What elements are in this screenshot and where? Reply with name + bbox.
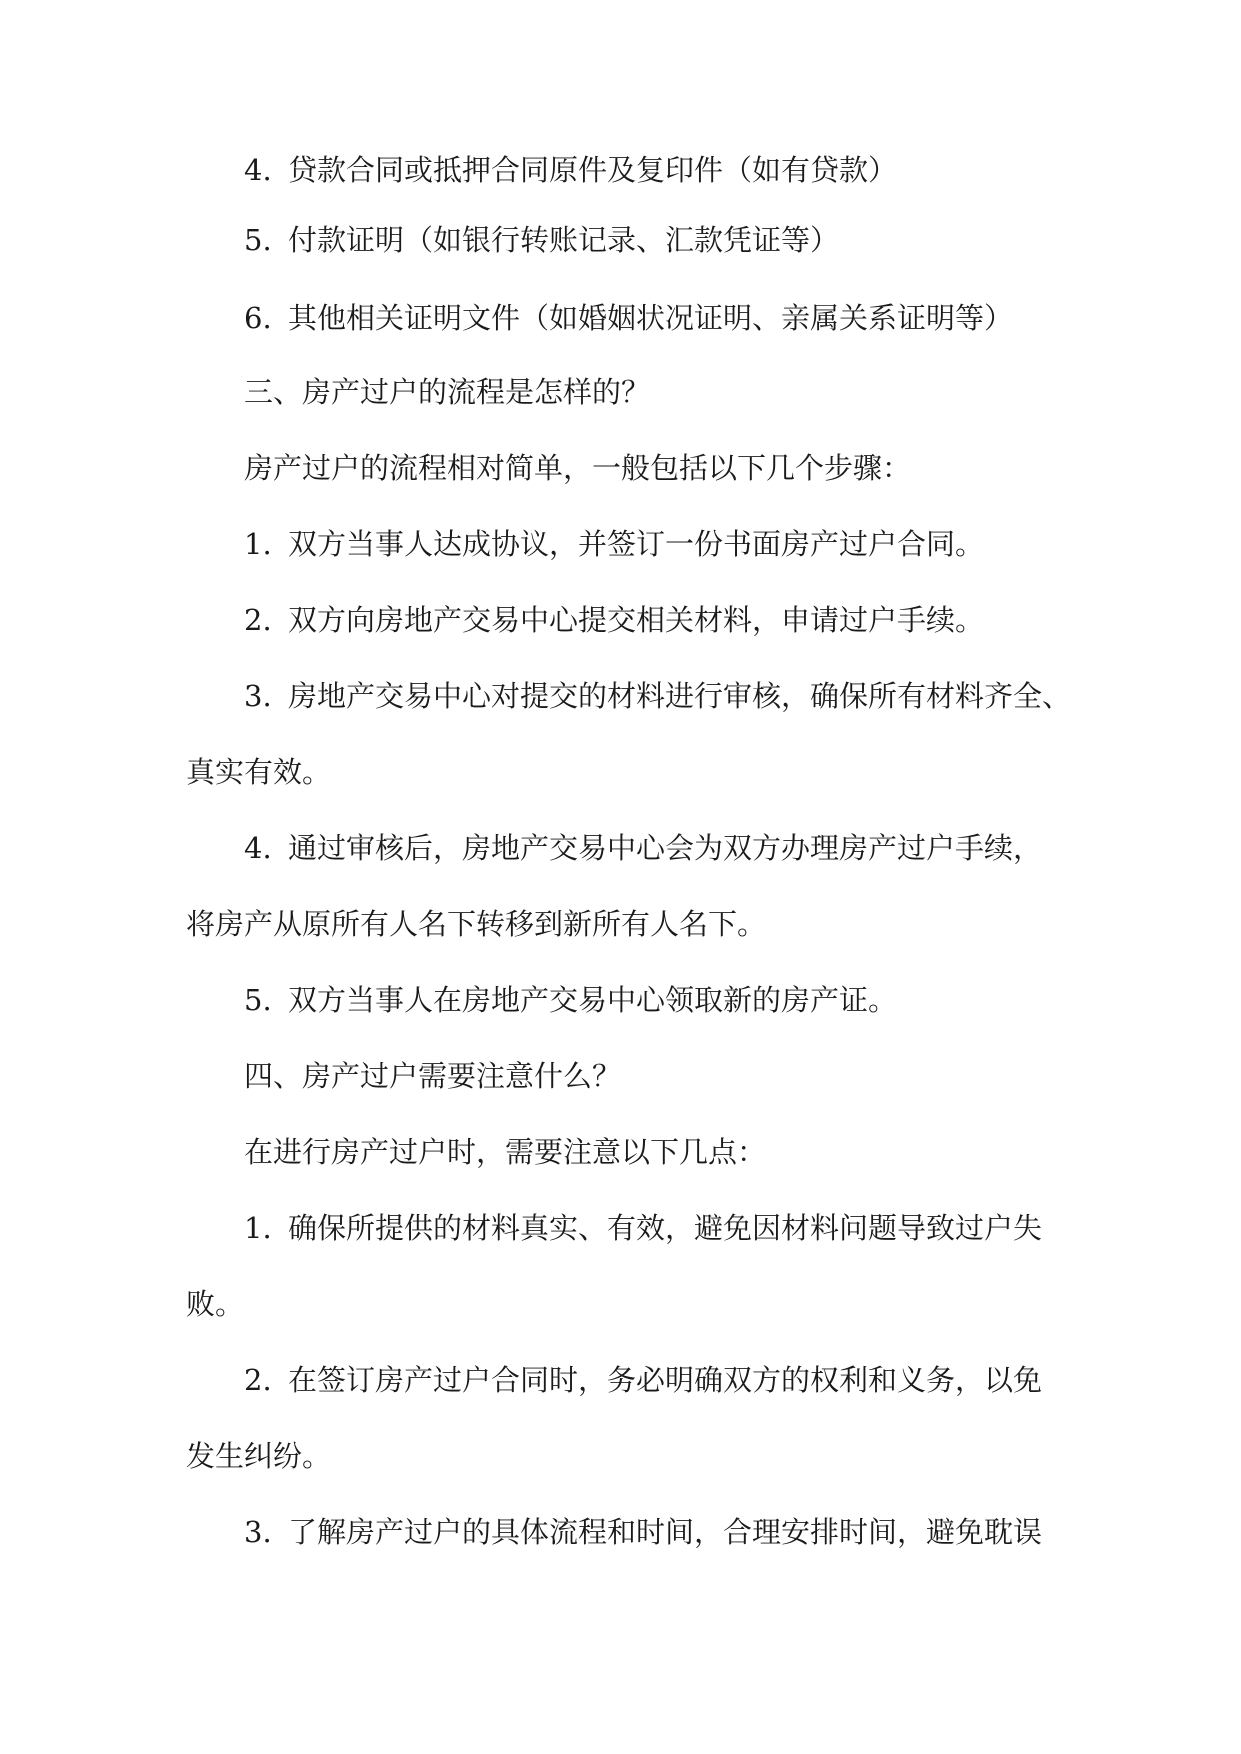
list-item: [0, 1360, 1241, 1400]
list-item-text: 双方向房地产交易中心提交相关材料，申请过户手续。: [288, 603, 985, 637]
paragraph: 在进行房产过户时，需要注意以下几点：: [244, 1135, 767, 1169]
list-item: [0, 676, 1241, 716]
list-item-text: 通过审核后，房地产交易中心会为双方办理房产过户手续，: [288, 831, 1043, 865]
list-number: 2.: [244, 1363, 272, 1397]
list-number: 1.: [244, 527, 272, 561]
list-item: [0, 524, 1241, 564]
list-item-continuation: 将房产从原所有人名下转移到新所有人名下。: [186, 907, 767, 941]
list-item-continuation: 败。: [186, 1287, 245, 1321]
list-item: [0, 1208, 1241, 1248]
list-item-text: 双方当事人达成协议，并签订一份书面房产过户合同。: [288, 527, 985, 561]
list-number: 5.: [244, 223, 272, 257]
list-item: [0, 600, 1241, 640]
list-item-text: 付款证明（如银行转账记录、汇款凭证等）: [288, 223, 840, 257]
section-heading: 四、房产过户需要注意什么？: [244, 1059, 622, 1093]
list-item-text: 双方当事人在房地产交易中心领取新的房产证。: [288, 983, 898, 1017]
list-item-text: 了解房产过户的具体流程和时间，合理安排时间，避免耽误: [288, 1515, 1043, 1549]
list-number: 4.: [244, 153, 272, 187]
section-heading: 三、房产过户的流程是怎样的？: [244, 375, 651, 409]
list-item-text: 贷款合同或抵押合同原件及复印件（如有贷款）: [288, 153, 898, 187]
list-item-text: 其他相关证明文件（如婚姻状况证明、亲属关系证明等）: [288, 301, 1014, 335]
list-item: [0, 980, 1241, 1020]
list-item-continuation: 发生纠纷。: [186, 1439, 332, 1473]
list-item: [0, 150, 1241, 190]
list-item: [0, 828, 1241, 868]
list-number: 1.: [244, 1211, 272, 1245]
list-number: 4.: [244, 831, 272, 865]
list-item-text: 确保所提供的材料真实、有效，避免因材料问题导致过户失: [288, 1211, 1043, 1245]
list-item-continuation: 真实有效。: [186, 755, 332, 789]
list-number: 3.: [244, 1515, 272, 1549]
list-number: 6.: [244, 301, 272, 335]
list-number: 2.: [244, 603, 272, 637]
list-number: 3.: [244, 679, 272, 713]
paragraph: 房产过户的流程相对简单，一般包括以下几个步骤：: [244, 451, 912, 485]
list-item: [0, 220, 1241, 260]
list-item-text: 在签订房产过户合同时，务必明确双方的权利和义务，以免: [288, 1363, 1043, 1397]
list-item: [0, 1512, 1241, 1552]
list-number: 5.: [244, 983, 272, 1017]
list-item-text: 房地产交易中心对提交的材料进行审核，确保所有材料齐全、: [288, 679, 1072, 713]
list-item: [0, 298, 1241, 338]
